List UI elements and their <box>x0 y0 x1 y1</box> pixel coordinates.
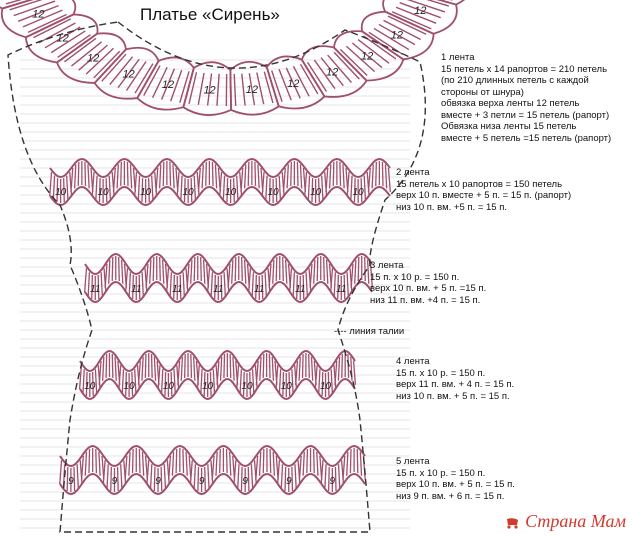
fan-stitch <box>106 354 107 378</box>
fan-stitch <box>317 257 318 281</box>
fan-stitch <box>237 365 239 389</box>
fan-stitch <box>238 464 239 488</box>
watermark-text: Страна Мам <box>525 511 626 531</box>
fan-stitch <box>333 162 334 186</box>
fan-stitch <box>147 460 149 484</box>
fan-stitch <box>251 464 252 488</box>
fan-stitch <box>50 172 52 196</box>
fan-stitch <box>118 467 119 491</box>
fan-stitch <box>85 268 87 292</box>
band-number: 12 <box>287 78 300 91</box>
band-number: 11 <box>213 284 224 295</box>
note-line: 15 петель х 14 рапортов = 210 петель <box>441 63 608 75</box>
fan-stitch <box>331 268 333 292</box>
note-line: стороны от шнура) <box>441 86 524 98</box>
fan-stitch <box>82 456 84 480</box>
fan-stitch <box>291 162 292 186</box>
fan-stitch <box>263 449 264 473</box>
fan-stitch <box>172 452 173 476</box>
fan-stitch <box>170 162 171 186</box>
fan-stitch <box>305 172 307 196</box>
fan-stitch <box>270 449 271 473</box>
fan-stitch <box>144 66 160 96</box>
fan-stitch <box>278 460 280 484</box>
fan-stitch <box>109 260 110 284</box>
note-line: 1 лента <box>441 52 475 63</box>
note-line: обвязка верха ленты 12 петель <box>441 98 580 109</box>
fan-stitch <box>212 456 214 480</box>
fan-stitch <box>99 361 101 385</box>
fan-stitch <box>338 357 339 381</box>
fan-stitch <box>186 452 187 476</box>
fan-stitch <box>253 369 254 393</box>
fan-stitch <box>260 452 261 476</box>
fan-stitch <box>190 460 192 484</box>
band-number: 12 <box>161 79 175 92</box>
fan-stitch <box>358 257 359 281</box>
fan-stitch <box>273 260 274 284</box>
fan-stitch <box>103 460 105 484</box>
band-number: 12 <box>326 66 339 79</box>
fan-stitch <box>156 168 158 192</box>
fan-stitch <box>194 176 195 200</box>
fan-stitch <box>283 168 285 192</box>
fan-stitch <box>248 162 249 186</box>
fan-stitch <box>176 449 177 473</box>
fan-stitch <box>249 268 251 292</box>
fan-stitch <box>158 365 160 389</box>
fan-stitch <box>77 464 78 488</box>
fan-stitch <box>189 72 197 104</box>
band-number: 9 <box>329 476 336 487</box>
fan-stitch <box>197 365 199 389</box>
band-number: 12 <box>122 68 135 81</box>
fan-stitch <box>206 162 207 186</box>
fan-stitch <box>71 168 73 192</box>
fan-stitch <box>245 260 246 284</box>
fan-stitch <box>78 162 79 186</box>
fan-stitch <box>151 464 152 488</box>
fan-stitch <box>129 452 130 476</box>
fan-stitch <box>163 260 164 284</box>
fan-stitch <box>133 449 134 473</box>
fan-stitch <box>213 369 214 393</box>
note-line: низ 10 п. вм. +5 п. = 15 п. <box>396 201 507 213</box>
fan-stitch <box>217 361 219 385</box>
band-number: 11 <box>336 284 347 295</box>
fan-stitch <box>103 357 104 381</box>
fan-stitch <box>145 354 146 378</box>
fan-stitch <box>107 464 108 488</box>
note-line: верх 10 п. вм. + 5 п. =15 п. <box>370 283 487 294</box>
band-number: 10 <box>55 187 67 198</box>
fan-stitch <box>201 257 202 281</box>
fan-stitch <box>303 452 304 476</box>
fan-stitch <box>122 260 123 284</box>
fan-stitch <box>241 168 243 192</box>
lace-band-3 <box>85 254 373 302</box>
fan-stitch <box>212 162 213 186</box>
fan-stitch <box>80 365 82 389</box>
fan-stitch <box>135 369 136 393</box>
note-line: 15 п. х 10 р. = 150 п. <box>370 271 460 283</box>
fan-stitch <box>295 464 296 488</box>
note-line: 2 лента <box>396 167 430 178</box>
fan-stitch <box>127 162 128 186</box>
fan-stitch <box>283 257 284 281</box>
fan-stitch <box>142 452 143 476</box>
fan-stitch <box>185 354 186 378</box>
fan-stitch <box>235 257 236 281</box>
fan-stitch <box>220 449 221 473</box>
fan-stitch <box>126 268 128 292</box>
fan-stitch <box>255 162 256 186</box>
fan-stitch <box>388 168 390 192</box>
fan-stitch <box>368 260 369 284</box>
fan-stitch <box>331 369 332 393</box>
band-number: 12 <box>245 84 258 97</box>
fan-stitch <box>221 357 222 381</box>
fan-stitch <box>139 361 141 385</box>
fan-stitch <box>376 162 377 186</box>
band-number: 10 <box>267 187 279 198</box>
fan-stitch <box>315 365 317 389</box>
fan-stitch <box>256 361 258 385</box>
fan-stitch <box>242 257 243 281</box>
fan-stitch <box>233 357 234 381</box>
band-number: 12 <box>390 29 404 42</box>
fan-stitch <box>85 162 86 186</box>
lace-band-5 <box>60 446 365 494</box>
fan-stitch <box>152 176 153 200</box>
band-1-note <box>441 52 611 144</box>
note-line: 3 лента <box>370 260 404 271</box>
note-line: верх 11 п. вм. + 4 п. = 15 п. <box>396 379 515 390</box>
fan-stitch <box>92 172 94 196</box>
fan-stitch <box>327 260 328 284</box>
fan-stitch <box>340 162 341 186</box>
note-line: низ 11 п. вм. +4 п. = 15 п. <box>370 294 481 306</box>
band-number: 10 <box>97 187 109 198</box>
fan-stitch <box>115 357 116 381</box>
fan-stitch <box>112 257 113 281</box>
fan-stitch <box>142 357 143 381</box>
fan-stitch <box>322 176 323 200</box>
page-title: Платье «Сирень» <box>140 5 280 24</box>
fan-stitch <box>109 176 110 200</box>
fan-stitch <box>121 162 122 186</box>
fan-stitch <box>95 369 96 393</box>
fan-stitch <box>262 172 264 196</box>
fan-stitch <box>163 162 164 186</box>
fan-stitch <box>347 452 348 476</box>
fan-stitch <box>181 357 182 381</box>
band-4-note <box>396 356 514 402</box>
fan-stitch <box>191 260 192 284</box>
fan-stitch <box>269 354 270 378</box>
band-number: 11 <box>131 284 142 295</box>
band-number: 9 <box>155 476 161 487</box>
band-number: 10 <box>280 381 292 392</box>
fan-stitch <box>326 168 328 192</box>
band-number: 10 <box>84 381 96 392</box>
fan-stitch <box>194 257 195 281</box>
band-number: 11 <box>295 284 306 295</box>
fan-stitch <box>89 449 90 473</box>
fan-stitch <box>299 456 301 480</box>
fan-stitch <box>194 464 195 488</box>
fan-stitch <box>339 464 340 488</box>
fan-stitch <box>256 456 258 480</box>
note-line: верх 10 п. вм. + 5 п. = 15 п. <box>396 479 515 490</box>
fan-stitch <box>161 467 162 491</box>
fan-stitch <box>292 369 293 393</box>
band-number: 10 <box>225 187 237 198</box>
band-number: 11 <box>172 284 183 295</box>
stroller-icon <box>505 517 521 529</box>
fan-stitch <box>273 452 274 476</box>
fan-stitch <box>191 354 192 378</box>
band-number: 11 <box>254 284 265 295</box>
note-line: 5 лента <box>396 456 430 467</box>
band-number: 10 <box>123 381 135 392</box>
fan-stitch <box>177 172 179 196</box>
fan-stitch <box>335 467 336 491</box>
band-number: 10 <box>202 381 214 392</box>
fan-stitch <box>96 449 97 473</box>
band-number: 12 <box>32 8 45 21</box>
fan-stitch <box>230 452 231 476</box>
band-number: 12 <box>86 52 100 65</box>
fan-stitch <box>150 260 151 284</box>
fan-stitch <box>234 460 236 484</box>
band-number: 10 <box>352 187 364 198</box>
fan-stitch <box>290 268 292 292</box>
fan-stitch <box>276 257 277 281</box>
fan-stitch <box>292 467 293 491</box>
fan-stitch <box>354 361 356 385</box>
fan-stitch <box>67 176 68 200</box>
band-number: 10 <box>319 381 332 392</box>
fan-stitch <box>205 467 206 491</box>
fan-stitch <box>85 452 86 476</box>
fan-stitch <box>309 354 310 378</box>
band-number: 9 <box>242 476 248 487</box>
fan-stitch <box>139 449 140 473</box>
fan-stitch <box>169 456 171 480</box>
note-line: вместе + 3 петли = 15 петель (рапорт) <box>441 109 610 121</box>
fan-stitch <box>208 464 209 488</box>
fan-stitch <box>164 464 165 488</box>
fan-stitch <box>312 357 313 381</box>
fan-stitch <box>198 168 200 192</box>
fan-stitch <box>296 361 298 385</box>
fan-stitch <box>347 172 349 196</box>
fan-stitch <box>357 449 358 473</box>
fan-stitch <box>194 357 195 381</box>
fan-stitch <box>135 172 137 196</box>
fan-stitch <box>272 357 273 381</box>
band-number: 12 <box>56 32 69 45</box>
fan-stitch <box>342 354 343 378</box>
fan-stitch <box>230 354 231 378</box>
note-line: низ 9 п. вм. + 6 п. = 15 п. <box>396 490 505 502</box>
note-line: низ 10 п. вм. + 5 п. = 15 п. <box>396 390 510 402</box>
fan-stitch <box>276 365 278 389</box>
fan-stitch <box>113 168 115 192</box>
fan-stitch <box>237 176 238 200</box>
fan-stitch <box>227 449 228 473</box>
band-number: 9 <box>285 476 292 487</box>
fan-stitch <box>232 260 233 284</box>
note-line: 15 петель х 10 рапортов = 150 петель <box>396 178 563 190</box>
note-line: верх 10 п. вместе + 5 п. = 15 п. (рапорт) <box>396 190 572 201</box>
fan-stitch <box>234 74 235 106</box>
fan-stitch <box>279 176 280 200</box>
fan-stitch <box>217 74 219 106</box>
fan-stitch <box>324 257 325 281</box>
fan-stitch <box>208 268 210 292</box>
note-line: вместе + 5 петель =15 петель (рапорт) <box>441 132 612 144</box>
fan-stitch <box>183 449 184 473</box>
fan-stitch <box>364 176 365 200</box>
fan-stitch <box>302 354 303 378</box>
fan-stitch <box>119 257 120 281</box>
fan-stitch <box>297 162 298 186</box>
band-number: 9 <box>198 476 205 487</box>
band-number: 10 <box>310 187 322 198</box>
band-3-note <box>370 260 486 306</box>
fan-stitch <box>216 452 217 476</box>
fan-stitch <box>263 354 264 378</box>
note-line: 15 п. х 10 р. = 150 п. <box>396 367 486 379</box>
fan-stitch <box>307 449 308 473</box>
lace-band-2 <box>50 159 391 205</box>
fan-stitch <box>317 452 318 476</box>
fan-stitch <box>160 257 161 281</box>
fan-stitch <box>325 464 326 488</box>
fan-stitch <box>152 354 153 378</box>
fan-stitch <box>112 354 113 378</box>
fan-stitch <box>178 361 180 385</box>
fan-stitch <box>167 268 169 292</box>
fan-stitch <box>321 460 323 484</box>
fan-stitch <box>365 257 366 281</box>
fan-stitch <box>350 449 351 473</box>
fan-stitch <box>220 172 222 196</box>
fan-stitch <box>154 357 155 381</box>
fan-stitch <box>382 162 383 186</box>
band-number: 10 <box>140 187 152 198</box>
fan-stitch <box>99 452 100 476</box>
fan-stitch <box>224 354 225 378</box>
fan-stitch <box>286 260 287 284</box>
note-line: 4 лента <box>396 356 430 367</box>
fan-stitch <box>355 260 356 284</box>
fan-stitch <box>360 452 361 476</box>
fan-stitch <box>248 467 249 491</box>
band-number: 10 <box>241 381 253 392</box>
fan-stitch <box>368 168 370 192</box>
fan-stitch <box>119 365 121 389</box>
band-number: 11 <box>90 284 101 295</box>
fan-stitch <box>314 449 315 473</box>
fan-stitch <box>174 369 175 393</box>
fan-stitch <box>314 260 315 284</box>
fan-stitch <box>343 456 345 480</box>
fan-stitch <box>60 460 62 484</box>
band-number: 12 <box>203 84 216 97</box>
fan-stitch <box>281 464 282 488</box>
fan-stitch <box>335 361 337 385</box>
watermark <box>505 511 626 532</box>
waist-line-label: ---- линия талии <box>334 326 405 337</box>
note-line: (по 210 длинных петель с каждой <box>441 75 589 86</box>
fan-stitch <box>260 357 261 381</box>
note-line: Обвязка низа ленты 15 петель <box>441 121 577 132</box>
fan-stitch <box>299 357 300 381</box>
band-number: 10 <box>182 187 194 198</box>
band-number: 9 <box>68 476 74 487</box>
fan-stitch <box>121 464 122 488</box>
band-5-note <box>396 456 515 502</box>
fan-stitch <box>204 260 205 284</box>
band-number: 9 <box>111 476 118 487</box>
band-number: 10 <box>162 381 174 392</box>
note-line: 15 п. х 10 р. = 150 п. <box>396 467 486 479</box>
fan-stitch <box>74 467 75 491</box>
band-2-note <box>396 167 571 213</box>
band-number: 12 <box>414 5 427 18</box>
fan-stitch <box>125 456 127 480</box>
band-number: 12 <box>361 50 374 63</box>
fan-stitch <box>153 257 154 281</box>
